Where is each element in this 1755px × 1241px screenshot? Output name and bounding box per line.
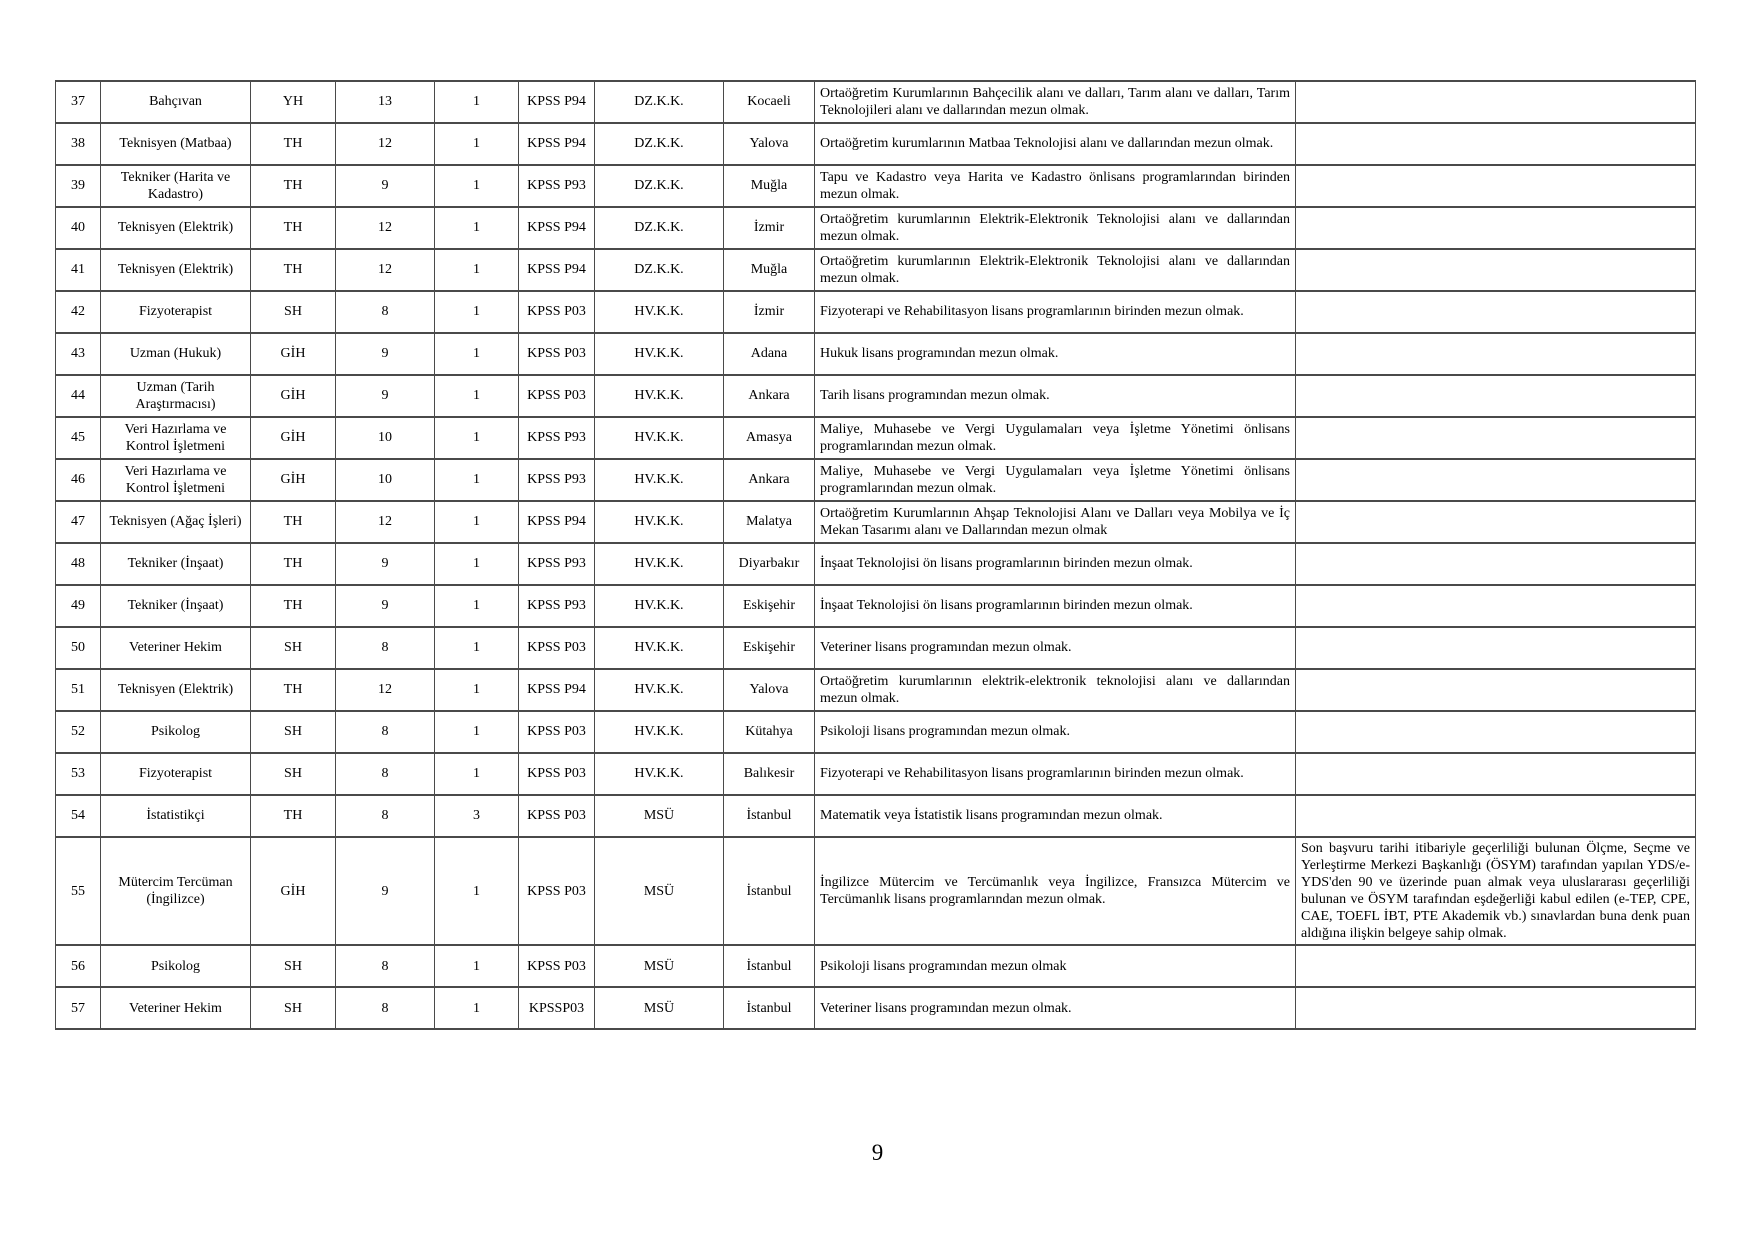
- cell-position: Veri Hazırlama ve Kontrol İşletmeni: [101, 459, 251, 501]
- cell-position: Tekniker (Harita ve Kadastro): [101, 165, 251, 207]
- cell-kpss: KPSSP03: [519, 987, 595, 1029]
- cell-kpss: KPSS P93: [519, 459, 595, 501]
- cell-city: Yalova: [724, 669, 815, 711]
- cell-no: 41: [56, 249, 101, 291]
- cell-institution: HV.K.K.: [595, 333, 724, 375]
- cell-position: Mütercim Tercüman (İngilizce): [101, 837, 251, 945]
- cell-institution: HV.K.K.: [595, 627, 724, 669]
- table-row: [56, 249, 1696, 291]
- cell-note: [1296, 585, 1696, 627]
- cell-city: Muğla: [724, 165, 815, 207]
- cell-note: [1296, 417, 1696, 459]
- cell-no: 53: [56, 753, 101, 795]
- cell-position: İstatistikçi: [101, 795, 251, 837]
- cell-note: [1296, 669, 1696, 711]
- cell-institution: MSÜ: [595, 945, 724, 987]
- cell-count: 1: [435, 753, 519, 795]
- cell-class: SH: [251, 291, 336, 333]
- cell-qualification: Maliye, Muhasebe ve Vergi Uygulamaları veya İşletme Yönetimi önlisans programlarından mezun olmak.: [815, 459, 1296, 501]
- cell-grade: 8: [336, 711, 435, 753]
- cell-institution: HV.K.K.: [595, 711, 724, 753]
- cell-position: Teknisyen (Elektrik): [101, 669, 251, 711]
- cell-kpss: KPSS P03: [519, 333, 595, 375]
- cell-institution: DZ.K.K.: [595, 123, 724, 165]
- table-row: [56, 837, 1696, 945]
- cell-note: [1296, 795, 1696, 837]
- cell-position: Teknisyen (Elektrik): [101, 207, 251, 249]
- table-row: [56, 123, 1696, 165]
- cell-count: 1: [435, 837, 519, 945]
- cell-no: 52: [56, 711, 101, 753]
- cell-city: İstanbul: [724, 795, 815, 837]
- cell-class: TH: [251, 207, 336, 249]
- cell-count: 1: [435, 543, 519, 585]
- cell-class: TH: [251, 123, 336, 165]
- cell-class: GİH: [251, 459, 336, 501]
- cell-grade: 8: [336, 627, 435, 669]
- cell-qualification: Veteriner lisans programından mezun olmak.: [815, 627, 1296, 669]
- cell-qualification: Fizyoterapi ve Rehabilitasyon lisans programlarının birinden mezun olmak.: [815, 291, 1296, 333]
- cell-position: Uzman (Tarih Araştırmacısı): [101, 375, 251, 417]
- table-row: [56, 375, 1696, 417]
- cell-no: 38: [56, 123, 101, 165]
- cell-qualification: Ortaöğretim kurumlarının Elektrik-Elektronik Teknolojisi alanı ve dallarından mezun olmak.: [815, 249, 1296, 291]
- cell-qualification: Psikoloji lisans programından mezun olmak.: [815, 711, 1296, 753]
- cell-kpss: KPSS P93: [519, 543, 595, 585]
- cell-no: 43: [56, 333, 101, 375]
- cell-class: GİH: [251, 333, 336, 375]
- cell-city: Muğla: [724, 249, 815, 291]
- cell-institution: HV.K.K.: [595, 459, 724, 501]
- cell-qualification: Hukuk lisans programından mezun olmak.: [815, 333, 1296, 375]
- cell-kpss: KPSS P03: [519, 375, 595, 417]
- cell-grade: 9: [336, 333, 435, 375]
- cell-class: SH: [251, 945, 336, 987]
- page-number: 9: [871, 1140, 884, 1165]
- cell-grade: 12: [336, 207, 435, 249]
- cell-class: SH: [251, 753, 336, 795]
- cell-count: 1: [435, 711, 519, 753]
- cell-city: Eskişehir: [724, 585, 815, 627]
- cell-note: [1296, 627, 1696, 669]
- cell-grade: 8: [336, 753, 435, 795]
- cell-city: İstanbul: [724, 837, 815, 945]
- table-row: [56, 795, 1696, 837]
- cell-institution: MSÜ: [595, 837, 724, 945]
- cell-no: 48: [56, 543, 101, 585]
- table-row: [56, 753, 1696, 795]
- cell-count: 1: [435, 585, 519, 627]
- cell-class: TH: [251, 249, 336, 291]
- cell-city: Balıkesir: [724, 753, 815, 795]
- cell-qualification: Maliye, Muhasebe ve Vergi Uygulamaları veya İşletme Yönetimi önlisans programlarından mezun olmak.: [815, 417, 1296, 459]
- cell-note: [1296, 81, 1696, 123]
- cell-kpss: KPSS P94: [519, 123, 595, 165]
- cell-no: 54: [56, 795, 101, 837]
- cell-note: [1296, 123, 1696, 165]
- cell-city: Ankara: [724, 459, 815, 501]
- cell-note: [1296, 291, 1696, 333]
- cell-institution: HV.K.K.: [595, 753, 724, 795]
- cell-city: Ankara: [724, 375, 815, 417]
- cell-kpss: KPSS P03: [519, 837, 595, 945]
- cell-grade: 9: [336, 543, 435, 585]
- cell-grade: 9: [336, 837, 435, 945]
- table-row: [56, 207, 1696, 249]
- cell-grade: 12: [336, 669, 435, 711]
- cell-kpss: KPSS P94: [519, 207, 595, 249]
- cell-institution: HV.K.K.: [595, 585, 724, 627]
- cell-note: Son başvuru tarihi itibariyle geçerliliği bulunan Ölçme, Seçme ve Yerleştirme Merkezi Başkanlığı (ÖSYM) tarafından yapılan YDS/e-YDS'den 90 ve üzerinde puan almak veya uluslararası geçerliliği bulunan ve ÖSYM tarafından eşdeğerliği kabul edilen (e-TEP, CPE, CAE, TOEFL İBT, PTE Akademik vb.) sınavlardan buna denk puan aldığına ilişkin belgeye sahip olmak.: [1296, 837, 1696, 945]
- cell-qualification: Fizyoterapi ve Rehabilitasyon lisans programlarının birinden mezun olmak.: [815, 753, 1296, 795]
- cell-no: 37: [56, 81, 101, 123]
- cell-kpss: KPSS P03: [519, 627, 595, 669]
- cell-class: YH: [251, 81, 336, 123]
- cell-class: TH: [251, 543, 336, 585]
- cell-qualification: Ortaöğretim kurumlarının elektrik-elektronik teknolojisi alanı ve dallarından mezun olmak.: [815, 669, 1296, 711]
- cell-no: 51: [56, 669, 101, 711]
- cell-count: 1: [435, 165, 519, 207]
- cell-kpss: KPSS P94: [519, 81, 595, 123]
- cell-kpss: KPSS P94: [519, 669, 595, 711]
- cell-grade: 12: [336, 249, 435, 291]
- cell-no: 45: [56, 417, 101, 459]
- cell-no: 46: [56, 459, 101, 501]
- cell-position: Teknisyen (Elektrik): [101, 249, 251, 291]
- cell-kpss: KPSS P03: [519, 753, 595, 795]
- cell-count: 1: [435, 249, 519, 291]
- table-row: [56, 501, 1696, 543]
- cell-grade: 12: [336, 501, 435, 543]
- table-row: [56, 669, 1696, 711]
- cell-qualification: İnşaat Teknolojisi ön lisans programlarının birinden mezun olmak.: [815, 585, 1296, 627]
- cell-institution: HV.K.K.: [595, 669, 724, 711]
- cell-kpss: KPSS P93: [519, 165, 595, 207]
- cell-count: 3: [435, 795, 519, 837]
- cell-count: 1: [435, 291, 519, 333]
- cell-city: İzmir: [724, 207, 815, 249]
- cell-class: TH: [251, 501, 336, 543]
- cell-class: GİH: [251, 837, 336, 945]
- cell-position: Psikolog: [101, 711, 251, 753]
- cell-qualification: Tarih lisans programından mezun olmak.: [815, 375, 1296, 417]
- table-row: [56, 945, 1696, 987]
- cell-note: [1296, 987, 1696, 1029]
- cell-class: GİH: [251, 417, 336, 459]
- cell-kpss: KPSS P03: [519, 291, 595, 333]
- table-row: [56, 459, 1696, 501]
- cell-city: İstanbul: [724, 945, 815, 987]
- cell-kpss: KPSS P93: [519, 417, 595, 459]
- cell-no: 40: [56, 207, 101, 249]
- cell-kpss: KPSS P93: [519, 585, 595, 627]
- cell-institution: HV.K.K.: [595, 543, 724, 585]
- cell-position: Teknisyen (Matbaa): [101, 123, 251, 165]
- cell-position: Uzman (Hukuk): [101, 333, 251, 375]
- cell-kpss: KPSS P03: [519, 945, 595, 987]
- cell-no: 56: [56, 945, 101, 987]
- cell-qualification: Ortaöğretim kurumlarının Elektrik-Elektronik Teknolojisi alanı ve dallarından mezun olmak.: [815, 207, 1296, 249]
- cell-kpss: KPSS P03: [519, 795, 595, 837]
- cell-position: Fizyoterapist: [101, 753, 251, 795]
- cell-qualification: Ortaöğretim kurumlarının Matbaa Teknolojisi alanı ve dallarından mezun olmak.: [815, 123, 1296, 165]
- cell-class: TH: [251, 669, 336, 711]
- cell-note: [1296, 501, 1696, 543]
- cell-count: 1: [435, 627, 519, 669]
- table-row: [56, 987, 1696, 1029]
- cell-count: 1: [435, 417, 519, 459]
- table-row: [56, 165, 1696, 207]
- cell-institution: HV.K.K.: [595, 501, 724, 543]
- cell-city: İstanbul: [724, 987, 815, 1029]
- cell-grade: 9: [336, 165, 435, 207]
- table-row: [56, 291, 1696, 333]
- cell-note: [1296, 459, 1696, 501]
- cell-qualification: Ortaöğretim Kurumlarının Ahşap Teknolojisi Alanı ve Dalları veya Mobilya ve İç Mekan Tasarımı alanı ve Dallarından mezun olmak: [815, 501, 1296, 543]
- cell-qualification: İngilizce Mütercim ve Tercümanlık veya İngilizce, Fransızca Mütercim ve Tercümanlık lisans programlarından mezun olmak.: [815, 837, 1296, 945]
- cell-grade: 8: [336, 945, 435, 987]
- cell-note: [1296, 333, 1696, 375]
- cell-class: SH: [251, 987, 336, 1029]
- cell-position: Bahçıvan: [101, 81, 251, 123]
- cell-count: 1: [435, 81, 519, 123]
- cell-grade: 10: [336, 459, 435, 501]
- cell-no: 49: [56, 585, 101, 627]
- cell-position: Teknisyen (Ağaç İşleri): [101, 501, 251, 543]
- cell-city: Diyarbakır: [724, 543, 815, 585]
- cell-kpss: KPSS P03: [519, 711, 595, 753]
- cell-no: 44: [56, 375, 101, 417]
- cell-class: TH: [251, 795, 336, 837]
- cell-position: Tekniker (İnşaat): [101, 585, 251, 627]
- cell-count: 1: [435, 945, 519, 987]
- cell-count: 1: [435, 123, 519, 165]
- table-row: [56, 627, 1696, 669]
- table-row: [56, 333, 1696, 375]
- cell-no: 57: [56, 987, 101, 1029]
- cell-no: 50: [56, 627, 101, 669]
- cell-institution: MSÜ: [595, 795, 724, 837]
- table-row: [56, 585, 1696, 627]
- cell-position: Fizyoterapist: [101, 291, 251, 333]
- cell-grade: 8: [336, 987, 435, 1029]
- cell-city: Adana: [724, 333, 815, 375]
- cell-note: [1296, 945, 1696, 987]
- cell-no: 39: [56, 165, 101, 207]
- cell-city: Amasya: [724, 417, 815, 459]
- cell-city: İzmir: [724, 291, 815, 333]
- cell-position: Veteriner Hekim: [101, 627, 251, 669]
- cell-class: SH: [251, 711, 336, 753]
- cell-institution: DZ.K.K.: [595, 207, 724, 249]
- cell-note: [1296, 207, 1696, 249]
- cell-kpss: KPSS P94: [519, 249, 595, 291]
- cell-qualification: Veteriner lisans programından mezun olmak.: [815, 987, 1296, 1029]
- cell-qualification: Matematik veya İstatistik lisans programından mezun olmak.: [815, 795, 1296, 837]
- cell-institution: HV.K.K.: [595, 375, 724, 417]
- cell-position: Tekniker (İnşaat): [101, 543, 251, 585]
- cell-kpss: KPSS P94: [519, 501, 595, 543]
- table-row: [56, 543, 1696, 585]
- cell-grade: 8: [336, 291, 435, 333]
- cell-count: 1: [435, 207, 519, 249]
- cell-no: 55: [56, 837, 101, 945]
- cell-qualification: Tapu ve Kadastro veya Harita ve Kadastro önlisans programlarından birinden mezun olmak.: [815, 165, 1296, 207]
- cell-city: Yalova: [724, 123, 815, 165]
- table-row: [56, 81, 1696, 123]
- cell-city: Kütahya: [724, 711, 815, 753]
- cell-institution: MSÜ: [595, 987, 724, 1029]
- cell-note: [1296, 375, 1696, 417]
- cell-class: TH: [251, 585, 336, 627]
- cell-institution: HV.K.K.: [595, 417, 724, 459]
- cell-count: 1: [435, 333, 519, 375]
- cell-count: 1: [435, 501, 519, 543]
- table-row: [56, 417, 1696, 459]
- cell-qualification: Psikoloji lisans programından mezun olmak: [815, 945, 1296, 987]
- cell-no: 47: [56, 501, 101, 543]
- cell-note: [1296, 543, 1696, 585]
- cell-class: SH: [251, 627, 336, 669]
- cell-city: Eskişehir: [724, 627, 815, 669]
- cell-count: 1: [435, 459, 519, 501]
- cell-position: Veri Hazırlama ve Kontrol İşletmeni: [101, 417, 251, 459]
- cell-institution: HV.K.K.: [595, 291, 724, 333]
- cell-position: Psikolog: [101, 945, 251, 987]
- cell-grade: 8: [336, 795, 435, 837]
- cell-grade: 13: [336, 81, 435, 123]
- cell-position: Veteriner Hekim: [101, 987, 251, 1029]
- cell-institution: DZ.K.K.: [595, 249, 724, 291]
- cell-note: [1296, 711, 1696, 753]
- cell-grade: 9: [336, 375, 435, 417]
- cell-grade: 12: [336, 123, 435, 165]
- cell-qualification: Ortaöğretim Kurumlarının Bahçecilik alanı ve dalları, Tarım alanı ve dalları, Tarım Teknolojileri alanı ve dallarından mezun olmak.: [815, 81, 1296, 123]
- cell-qualification: İnşaat Teknolojisi ön lisans programlarının birinden mezun olmak.: [815, 543, 1296, 585]
- cell-grade: 10: [336, 417, 435, 459]
- positions-table: [55, 80, 1696, 1030]
- cell-note: [1296, 165, 1696, 207]
- cell-institution: DZ.K.K.: [595, 81, 724, 123]
- cell-no: 42: [56, 291, 101, 333]
- table-row: [56, 711, 1696, 753]
- cell-class: TH: [251, 165, 336, 207]
- cell-count: 1: [435, 987, 519, 1029]
- positions-table-body: [56, 81, 1696, 1029]
- cell-city: Malatya: [724, 501, 815, 543]
- cell-count: 1: [435, 669, 519, 711]
- cell-institution: DZ.K.K.: [595, 165, 724, 207]
- cell-class: GİH: [251, 375, 336, 417]
- cell-count: 1: [435, 375, 519, 417]
- cell-note: [1296, 753, 1696, 795]
- cell-grade: 9: [336, 585, 435, 627]
- cell-note: [1296, 249, 1696, 291]
- cell-city: Kocaeli: [724, 81, 815, 123]
